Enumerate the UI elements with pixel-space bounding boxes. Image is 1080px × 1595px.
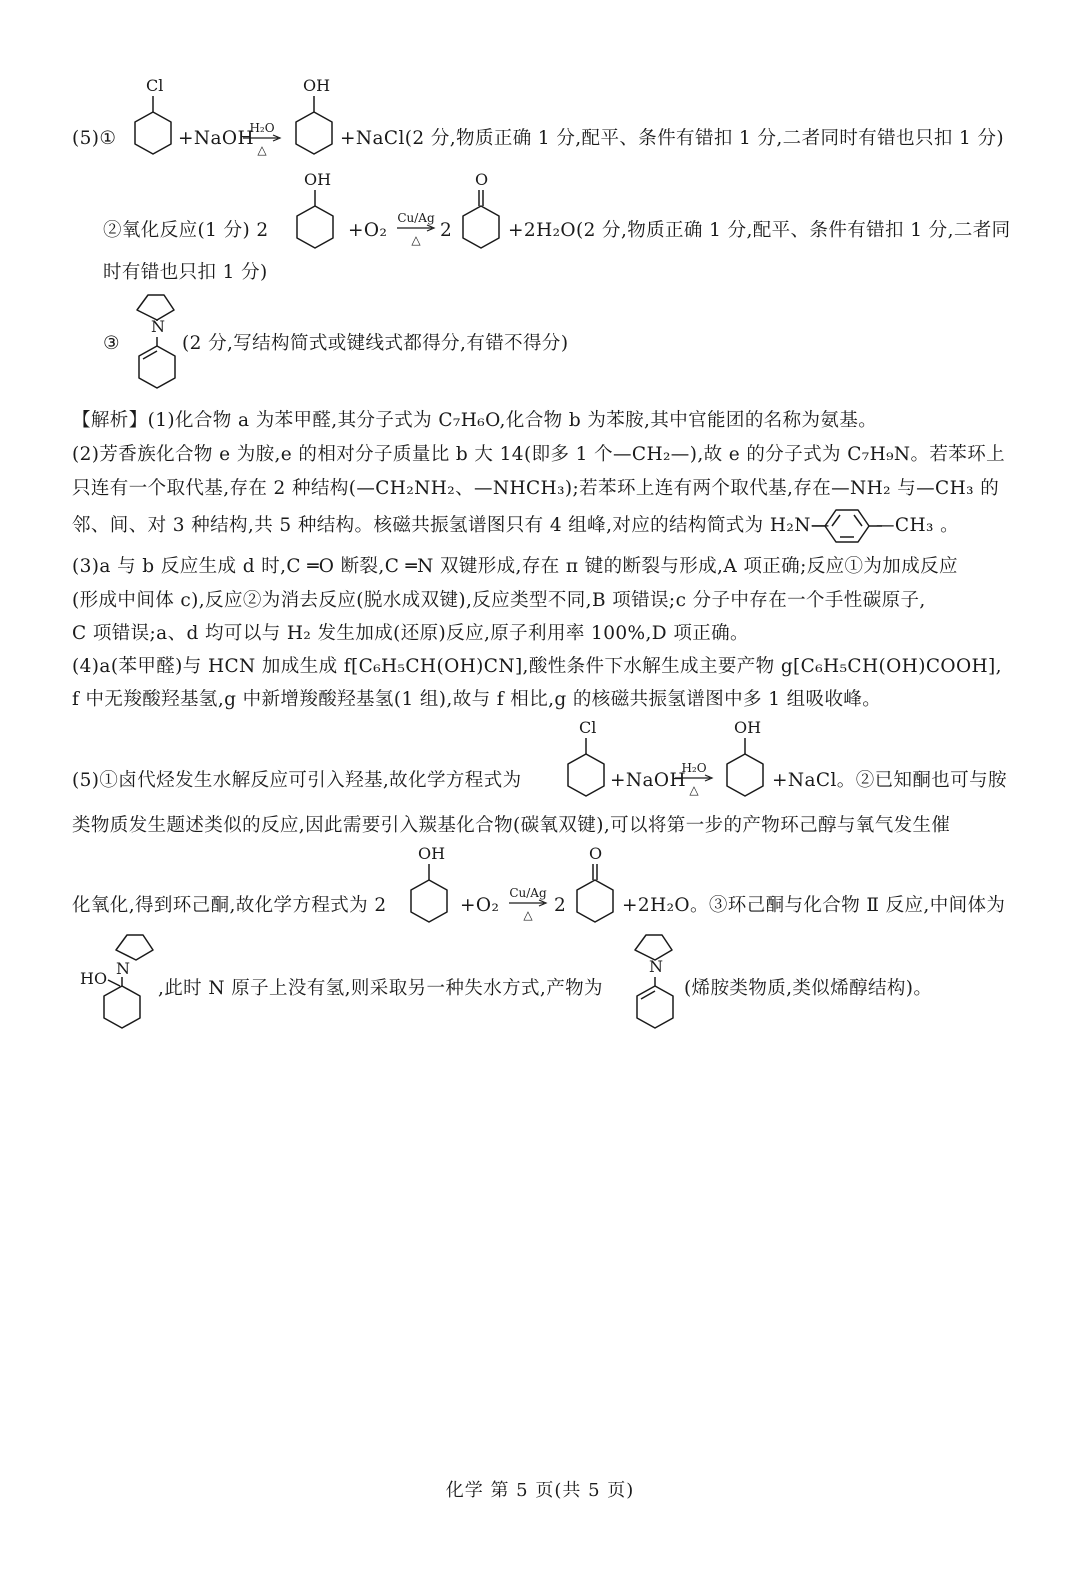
answer-5-2-tail-2: 时有错也只扣 1 分) — [103, 262, 268, 283]
analysis-p1: 【解析】(1)化合物 a 为苯甲醛,其分子式为 C₇H₆O,化合物 b 为苯胺,其中官能团的名称为氨基。 — [72, 410, 878, 431]
analysis-p2c-tail: —CH₃ 。 — [876, 515, 959, 536]
analysis-p5d-tail: (烯胺类物质,类似烯醇结构)。 — [684, 978, 933, 999]
analysis-p5c-tail: +2H₂O。③环己酮与化合物 Ⅱ 反应,中间体为 — [622, 895, 1006, 916]
svg-text:HO: HO — [80, 969, 108, 988]
naoh-text: +NaOH — [178, 128, 255, 149]
svg-text:OH: OH — [734, 718, 762, 737]
svg-text:OH: OH — [418, 844, 446, 863]
o2-text-2: +O₂ — [460, 895, 500, 916]
hemiaminal-intermediate-structure — [78, 930, 168, 1040]
chlorocyclohexane-structure-2 — [561, 718, 621, 808]
svg-text:N: N — [151, 317, 165, 336]
cl-label: Cl — [146, 76, 164, 95]
reaction-arrow-2: Cu/Ag △ — [397, 211, 435, 247]
reaction-arrow-1: H₂O △ — [242, 122, 282, 156]
cyclohexanone-structure — [456, 170, 516, 260]
p-toluidine-benzene-ring — [812, 508, 882, 544]
analysis-p5b: 类物质发生题述类似的反应,因此需要引入羰基化合物(碳氧双键),可以将第一步的产物环己醇与氧气发生催 — [72, 815, 951, 836]
analysis-p2b: 只连有一个取代基,存在 2 种结构(—CH₂NH₂、—NHCH₃);若苯环上连有两个取代基,存在—NH₂ 与—CH₃ 的 — [72, 478, 1000, 499]
analysis-p3b: (形成中间体 c),反应②为消去反应(脱水成双键),反应类型不同,B 项错误;c 分子中存在一个手性碳原子, — [72, 590, 926, 611]
analysis-p5d: ,此时 N 原子上没有氢,则采取另一种失水方式,产物为 — [158, 978, 603, 999]
answer-5-1-tail: +NaCl(2 分,物质正确 1 分,配平、条件有错扣 1 分,二者同时有错也只扣 1 分) — [340, 128, 1005, 149]
cyclohexanol-structure — [289, 76, 349, 166]
analysis-p4a: (4)a(苯甲醛)与 HCN 加成生成 f[C₆H₅CH(OH)CN],酸性条件下水解生成主要产物 g[C₆H₅CH(OH)COOH], — [72, 656, 1002, 677]
cyclohexanol-structure-4 — [404, 844, 464, 934]
answer-5-2-tail: +2H₂O(2 分,物质正确 1 分,配平、条件有错扣 1 分,二者同 — [508, 220, 1011, 241]
svg-text:Cl: Cl — [579, 718, 597, 737]
analysis-p2a: (2)芳香族化合物 e 为胺,e 的相对分子质量比 b 大 14(即多 1 个—CH₂—),故 e 的分子式为 C₇H₉N。若苯环上 — [72, 444, 1006, 465]
analysis-p5a: (5)①卤代烃发生水解反应可引入羟基,故化学方程式为 — [72, 770, 522, 791]
o2-text: +O₂ — [348, 220, 388, 241]
analysis-p3c: C 项错误;a、d 均可以与 H₂ 发生加成(还原)反应,原子利用率 100%,D 项正确。 — [72, 623, 749, 644]
coef-2: 2 — [440, 220, 453, 241]
reaction-arrow-4: Cu/Ag △ — [509, 886, 547, 922]
page-footer: 化学 第 5 页(共 5 页) — [445, 1480, 635, 1501]
oh-label: OH — [303, 76, 331, 95]
analysis-p2c: 邻、间、对 3 种结构,共 5 种结构。核磁共振氢谱图只有 4 组峰,对应的结构简式为 H₂N— — [72, 515, 830, 536]
cyclohexanol-structure-2 — [290, 170, 350, 260]
reaction-arrow-3: H₂O △ — [674, 762, 714, 796]
svg-text:O: O — [589, 844, 603, 863]
naoh-text-2: +NaOH — [610, 770, 687, 791]
coef-2b: 2 — [554, 895, 567, 916]
chlorocyclohexane-structure — [128, 76, 188, 166]
answer-5-3-label: ③ — [103, 333, 120, 354]
analysis-p4b: f 中无羧酸羟基氢,g 中新增羧酸羟基氢(1 组),故与 f 相比,g 的核磁共振氢谱图中多 1 组吸收峰。 — [72, 689, 882, 710]
answer-5-3-text: (2 分,写结构简式或键线式都得分,有错不得分) — [182, 333, 569, 354]
svg-text:N: N — [649, 957, 663, 976]
analysis-p3a: (3)a 与 b 反应生成 d 时,C ═O 断裂,C ═N 双键形成,存在 π 键的断裂与形成,A 项正确;反应①为加成反应 — [72, 556, 958, 577]
analysis-p5a-tail: +NaCl。②已知酮也可与胺 — [772, 770, 1007, 791]
svg-text:N: N — [116, 959, 130, 978]
svg-text:O: O — [475, 170, 489, 189]
cyclohexanone-structure-2 — [570, 844, 630, 934]
answer-5-2-label: ②氧化反应(1 分) 2 — [103, 220, 269, 241]
svg-text:OH: OH — [304, 170, 332, 189]
analysis-p5c: 化氧化,得到环己酮,故化学方程式为 2 — [72, 895, 387, 916]
answer-5-label: (5)① — [72, 128, 117, 149]
cyclohexanol-structure-3 — [720, 718, 780, 808]
